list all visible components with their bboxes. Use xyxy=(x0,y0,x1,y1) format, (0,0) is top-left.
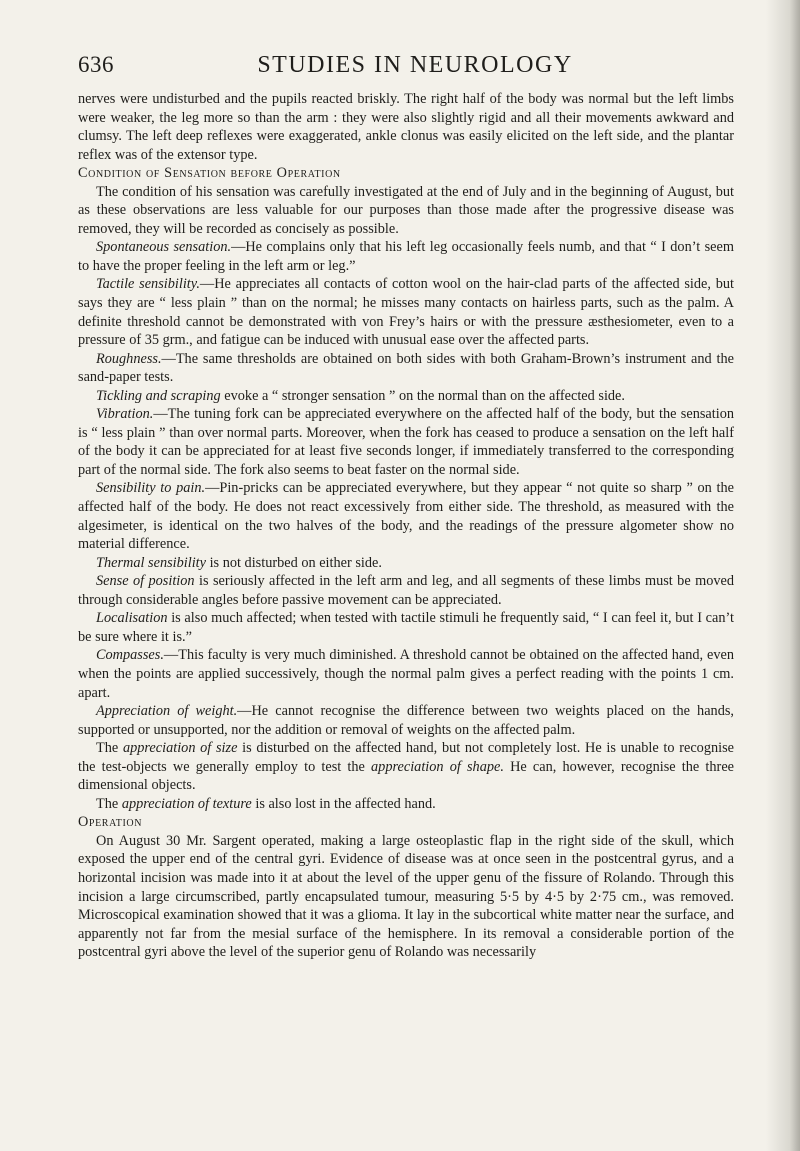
term-tactile-sensibility: Tactile sensibility. xyxy=(96,276,200,293)
term-weight: Appreciation of weight. xyxy=(96,703,238,720)
paragraph-tactile-sensibility xyxy=(78,275,734,349)
term-compasses: Compasses. xyxy=(96,647,164,664)
paragraph-spontaneous-sensation xyxy=(78,238,734,275)
paragraph-vibration xyxy=(78,405,734,479)
body-text xyxy=(78,90,734,962)
text-localisation: is also much affected; when tested with tactile stimuli he frequently said, “ I can feel it, but I can’t be sure where it is.” xyxy=(78,610,734,645)
paragraph-localisation xyxy=(78,609,734,646)
term-tickling: Tickling and scraping xyxy=(96,387,221,404)
section-heading-sensation: Condition of Sensation before Operation xyxy=(78,165,341,182)
term-shape: appreciation of shape. xyxy=(371,758,504,775)
term-thermal: Thermal sensibility xyxy=(96,554,207,571)
page-header xyxy=(78,52,752,86)
term-size: appreciation of size xyxy=(122,740,238,757)
term-texture: appreciation of texture xyxy=(121,795,252,812)
paragraph-texture xyxy=(78,795,734,814)
text-size-pre: The xyxy=(96,740,123,757)
text-pain: —Pin-pricks can be appreciated everywhere, but they appear “ not quite so sharp ” on the affected half of the body. He does not react excessively from either side. The threshold, as measured with the algesimeter, is identical on the two halves of the body, and the readings of the pressure algometer show no material difference. xyxy=(78,480,734,553)
operation-paragraph: On August 30 Mr. Sargent operated, making a large osteoplastic flap in the right side of the skull, which exposed the upper end of the central gyri. Evidence of disease was at once seen in the postcentral gyrus, and a horizontal incision was made into it at about the level of the upper genu of the fissure of Rolando. Through this incision a large circumscribed, partly encapsulated tumour, measuring 5·5 by 4·5 by 2·75 cm., was removed. Microscopical examination showed that it was a glioma. It lay in the subcortical white matter near the surface, and apparently not far from the mesial surface of the hemisphere. In its removal a considerable portion of the postcentral gyri above the level of the superior genu of Rolando was necessarily xyxy=(78,832,734,961)
term-roughness: Roughness. xyxy=(96,350,162,367)
text-texture-post: is also lost in the affected hand. xyxy=(251,795,436,812)
text-compasses: —This faculty is very much diminished. A threshold cannot be obtained on the affected hand, even when the points are applied successively, though the normal palm gives a perfect reading with the points 1 cm. apart. xyxy=(78,647,734,701)
paragraph-pain xyxy=(78,479,734,553)
text-roughness: —The same thresholds are obtained on both sides with both Graham-Brown’s instrument and the sand-paper tests. xyxy=(78,350,734,386)
term-vibration: Vibration. xyxy=(96,406,154,423)
text-weight: —He cannot recognise the difference between two weights placed on the hands, supported or unsupported, nor the addition or removal of weights on the affected palm. xyxy=(78,703,734,738)
text-spontaneous-sensation: —He complains only that his left leg occasionally feels numb, and that “ I don’t seem to have the proper feeling in the left arm or leg.” xyxy=(78,239,734,274)
paragraph-thermal xyxy=(78,554,734,573)
text-position: is seriously affected in the left arm and leg, and all segments of these limbs must be moved through considerable angles before passive movement can be appreciated. xyxy=(78,573,734,608)
text-texture-pre: The xyxy=(96,795,122,812)
section-heading-operation: Operation xyxy=(78,814,143,831)
paragraph-position xyxy=(78,572,734,609)
sensation-lead-paragraph: The condition of his sensation was carefully investigated at the end of July and in the beginning of August, but as these observations are less valuable for our purposes than those made after the progressive disease was removed, they will be recorded as concisely as possible. xyxy=(78,183,734,237)
paragraph-compasses xyxy=(78,646,734,702)
paragraph-size-shape xyxy=(78,739,734,795)
term-localisation: Localisation xyxy=(96,610,168,627)
text-vibration: —The tuning fork can be appreciated everywhere on the affected half of the body, but the sensation is “ less plain ” than over normal parts. Moreover, when the fork has ceased to produce a sensation on the left half of the body it can be appreciated for at least five seconds longer, if immediately transferred to the corresponding part of the normal side. The fork also seems to beat faster on the normal side. xyxy=(78,406,734,478)
text-thermal: is not disturbed on either side. xyxy=(206,554,382,571)
page-edge-shadow xyxy=(766,0,800,1151)
text-size-post: He can, however, recognise the three dimensional objects. xyxy=(78,758,735,794)
text-tactile-sensibility: —He appreciates all contacts of cotton wool on the hair-clad parts of the affected side, but says they are “ less plain ” than on the normal; he misses many contacts on hairless parts, such as the palm. A definite threshold cannot be demonstrated with von Frey’s hairs or with the pressure æsthesiometer, even to a pressure of 35 grm., and fatigue can be induced with unusual ease over the affected parts. xyxy=(78,276,734,349)
paragraph-weight xyxy=(78,702,734,739)
paragraph-tickling xyxy=(78,387,734,406)
running-head: STUDIES IN NEUROLOGY xyxy=(257,52,573,78)
term-pain: Sensibility to pain. xyxy=(96,480,206,497)
paragraph-roughness xyxy=(78,350,734,387)
page-number: 636 xyxy=(78,52,114,77)
intro-paragraph: nerves were undisturbed and the pupils reacted briskly. The right half of the body was normal but the left limbs were weaker, the leg more so than the arm : they were also slightly rigid and all their movements awkward and clumsy. The left deep reflexes were exaggerated, ankle clonus was easily elicited on the left side, and the plantar reflex was of the extensor type. xyxy=(78,91,734,163)
text-size-mid: is disturbed on the affected hand, but not completely lost. He is unable to recognise the test-objects we generally employ to test the xyxy=(78,740,735,775)
term-spontaneous-sensation: Spontaneous sensation. xyxy=(96,239,232,256)
text-tickling: evoke a “ stronger sensation ” on the normal than on the affected side. xyxy=(220,387,625,404)
term-position: Sense of position xyxy=(96,573,195,590)
